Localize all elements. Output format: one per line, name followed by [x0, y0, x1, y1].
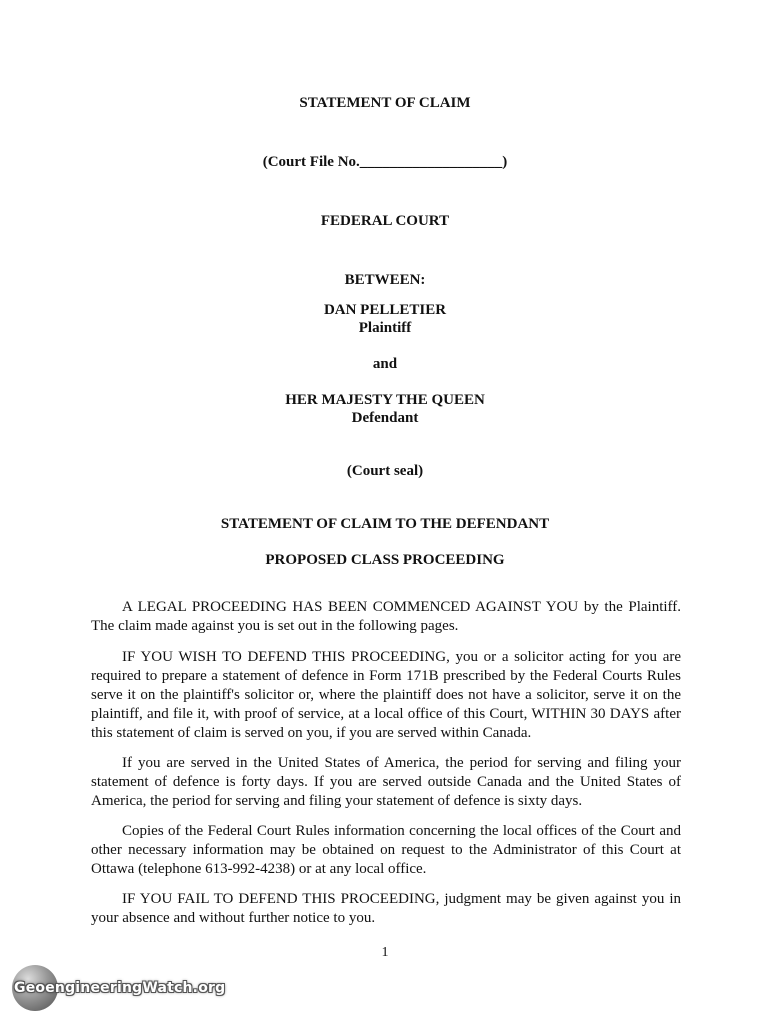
proceeding-type: PROPOSED CLASS PROCEEDING: [265, 552, 505, 568]
paragraph-5: [91, 890, 681, 928]
paragraph-1-text: A LEGAL PROCEEDING HAS BEEN COMMENCED AGAINST YOU by the Plaintiff. The claim made against you is set out in the following pages.: [91, 599, 681, 634]
page-number: 1: [381, 945, 389, 960]
defendant-role: Defendant: [351, 410, 419, 426]
document-title: STATEMENT OF CLAIM: [299, 95, 471, 111]
paragraph-2: [91, 648, 681, 743]
and-separator: and: [372, 356, 398, 372]
paragraph-1: [91, 598, 681, 636]
watermark-text: GeoengineeringWatch.org: [14, 980, 226, 996]
paragraph-5-text: IF YOU FAIL TO DEFEND THIS PROCEEDING, judgment may be given against you in your absence and without further notice to you.: [91, 891, 681, 926]
statement-subtitle: STATEMENT OF CLAIM TO THE DEFENDANT: [220, 516, 550, 532]
paragraph-2-text: IF YOU WISH TO DEFEND THIS PROCEEDING, you or a solicitor acting for you are required to prepare a statement of defence in Form 171B prescribed by the Federal Courts Rules serve it on the plaintiff's solicitor or, where the plaintiff does not have a solicitor, serve it on the plaintiff, and file it, with proof of service, at a local office of this Court, WITHIN 30 DAYS after this statement of claim is served on you, if you are served within Canada.: [91, 649, 681, 741]
between-heading: BETWEEN:: [344, 272, 426, 288]
plaintiff-role: Plaintiff: [358, 320, 412, 336]
watermark-logo: [8, 965, 226, 1015]
court-seal: (Court seal): [346, 463, 424, 479]
paragraph-3-text: If you are served in the United States of America, the period for serving and filing your statement of defence is forty days. If you are served outside Canada and the United States of America, the period for serving and filing your statement of defence is sixty days.: [91, 755, 681, 809]
paragraph-3: [91, 754, 681, 811]
paragraph-4-text: Copies of the Federal Court Rules information concerning the local offices of the Court and other necessary information may be obtained on request to the Administrator of this Court at Ottawa (telephone 613-992-4238) or at any local office.: [91, 823, 681, 877]
court-file-number: (Court File No.___________________): [262, 154, 508, 170]
paragraph-4: [91, 822, 681, 879]
plaintiff-name: DAN PELLETIER: [323, 302, 447, 318]
defendant-name: HER MAJESTY THE QUEEN: [285, 392, 485, 408]
court-name: FEDERAL COURT: [320, 213, 450, 229]
